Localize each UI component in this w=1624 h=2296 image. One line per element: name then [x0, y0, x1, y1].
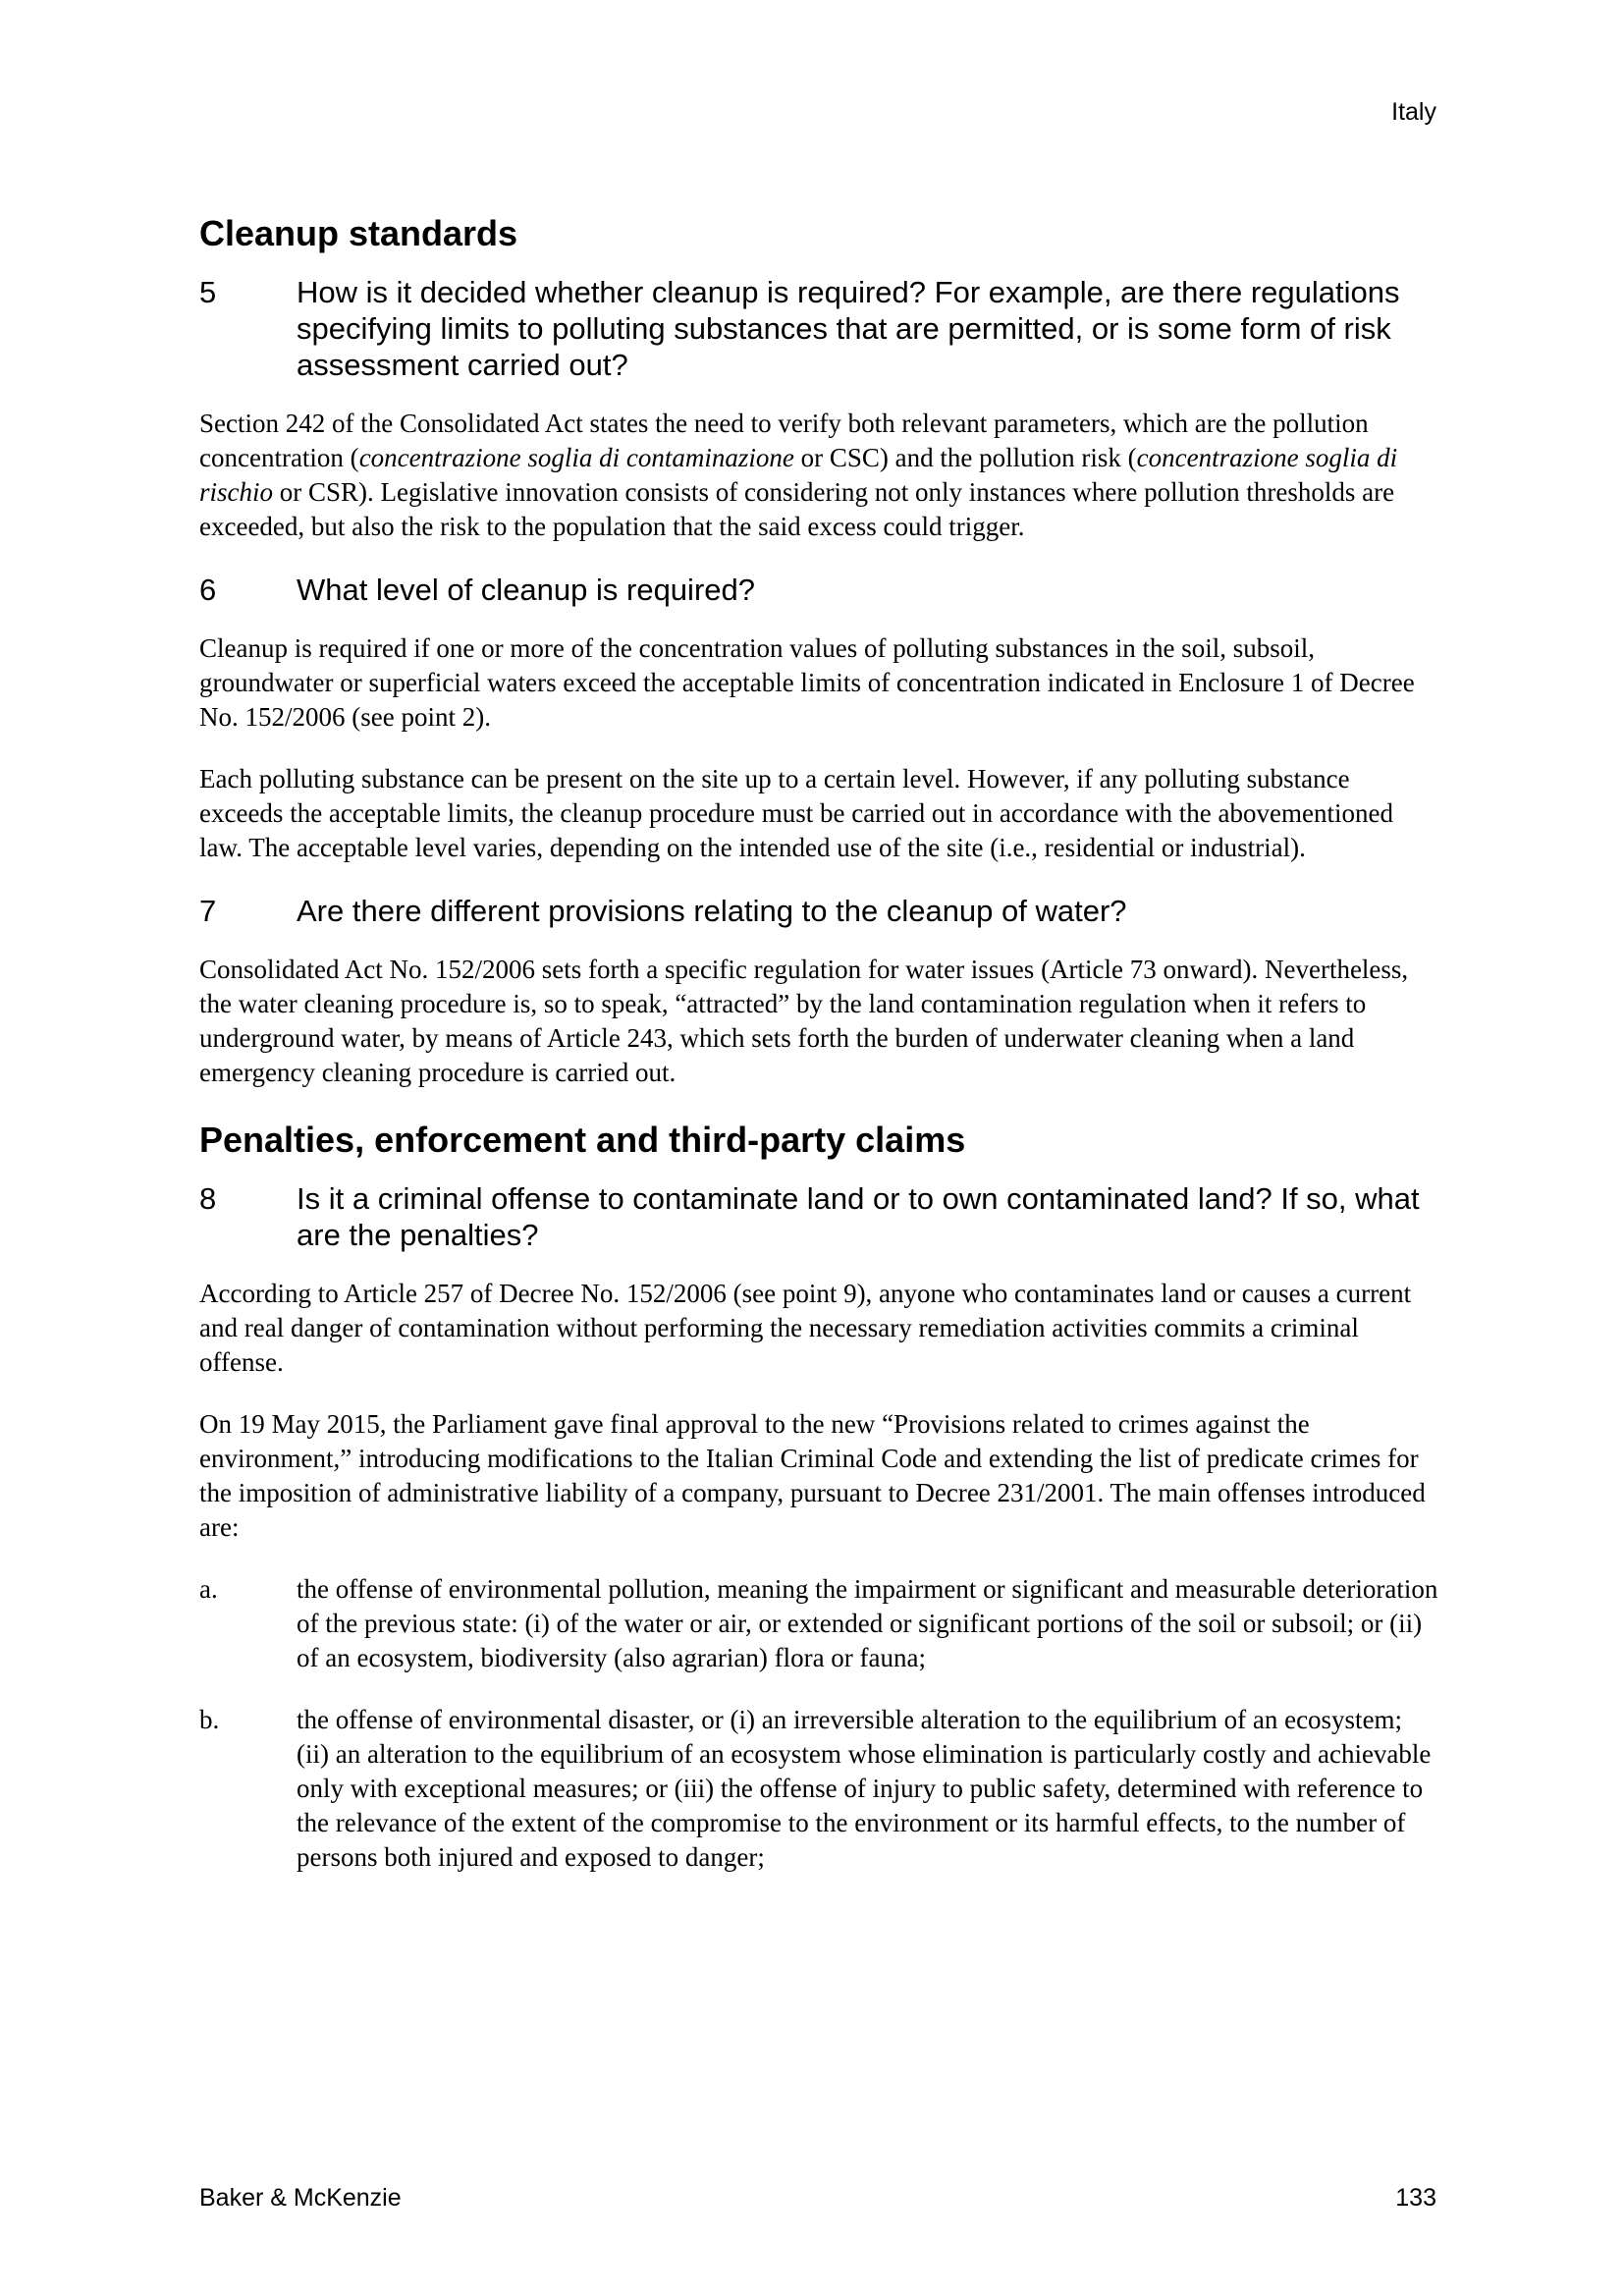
italic-term: concentrazione soglia di contaminazione: [358, 443, 794, 472]
question-number: 5: [199, 275, 217, 309]
footer-page-number: 133: [1395, 2184, 1436, 2212]
footer-publisher: Baker & McKenzie: [199, 2184, 402, 2212]
answer-paragraph: [199, 407, 1438, 544]
italic-term: concentrazione soglia di rischio: [199, 443, 1398, 507]
answer-paragraph: On 19 May 2015, the Parliament gave final approval to the new “Provisions related to crimes against the environment,” introducing modifications to the Italian Criminal Code and extending the list of predicate crimes for the imposition of administrative liability of a company, pursuant to Decree 231/2001. The main offenses introduced are:: [199, 1409, 1426, 1542]
section-heading-cleanup-standards: Cleanup standards: [199, 213, 518, 253]
list-marker: a.: [199, 1574, 218, 1604]
question-number: 6: [199, 573, 217, 607]
question-text: How is it decided whether cleanup is required? For example, are there regulations specifying limits to polluting substances that are permitted, or is some form of risk assessment carried out?: [297, 275, 1400, 382]
answer-paragraph: Each polluting substance can be present on the site up to a certain level. However, if any polluting substance exceeds the acceptable limits, the cleanup procedure must be carried out in accordance with the abovementioned law. The acceptable level varies, depending on the intended use of the site (i.e., residential or industrial).: [199, 764, 1393, 862]
section-heading-penalties: Penalties, enforcement and third-party claims: [199, 1120, 966, 1160]
question-text: Is it a criminal offense to contaminate land or to own contaminated land? If so, what are the penalties?: [297, 1181, 1420, 1252]
question-6: [199, 572, 1438, 608]
list-item-text: the offense of environmental pollution, meaning the impairment or significant and measurable deterioration of the previous state: (i) of the water or air, or extended or significant portions of the soil or subsoil; or (ii) of an ecosystem, biodiversity (also agrarian) flora or fauna;: [297, 1574, 1438, 1672]
list-marker: b.: [199, 1705, 220, 1734]
question-7: [199, 893, 1438, 929]
list-item: [199, 1572, 1438, 1675]
answer-text: or CSR). Legislative innovation consists of considering not only instances where pollution thresholds are exceeded, but also the risk to the population that the said excess could trigger.: [199, 477, 1395, 541]
question-text: Are there different provisions relating to the cleanup of water?: [297, 894, 1127, 928]
question-number: 8: [199, 1181, 217, 1216]
question-number: 7: [199, 894, 217, 928]
question-text: What level of cleanup is required?: [297, 573, 755, 607]
answer-paragraph: According to Article 257 of Decree No. 152/2006 (see point 9), anyone who contaminates land or causes a current and real danger of contamination without performing the necessary remediation activities commits a criminal offense.: [199, 1279, 1412, 1377]
page-content: [199, 211, 1438, 1902]
list-item: [199, 1703, 1438, 1875]
answer-text: or CSC) and the pollution risk (: [793, 443, 1137, 472]
question-5: [199, 274, 1438, 383]
answer-paragraph: Consolidated Act No. 152/2006 sets forth a specific regulation for water issues (Article 73 onward). Nevertheless, the water cleaning procedure is, so to speak, “attracted” by the land contamination regulation when it refers to underground water, by means of Article 243, which sets forth the burden of underwater cleaning when a land emergency cleaning procedure is carried out.: [199, 955, 1409, 1087]
answer-text: Section 242 of the Consolidated Act states the need to verify both relevant parameters, which are the pollution concentration (: [199, 409, 1369, 472]
running-header: Italy: [1391, 98, 1436, 126]
list-item-text: the offense of environmental disaster, or (i) an irreversible alteration to the equilibrium of an ecosystem; (ii) an alteration to the equilibrium of an ecosystem whose elimination is particularly costly and achievable only with exceptional measures; or (iii) the offense of injury to public safety, determined with reference to the relevance of the extent of the compromise to the environment or its harmful effects, to the number of persons both injured and exposed to danger;: [297, 1705, 1432, 1872]
answer-paragraph: Cleanup is required if one or more of the concentration values of polluting substances in the soil, subsoil, groundwater or superficial waters exceed the acceptable limits of concentration indicated in Enclosure 1 of Decree No. 152/2006 (see point 2).: [199, 633, 1415, 732]
question-8: [199, 1180, 1438, 1253]
